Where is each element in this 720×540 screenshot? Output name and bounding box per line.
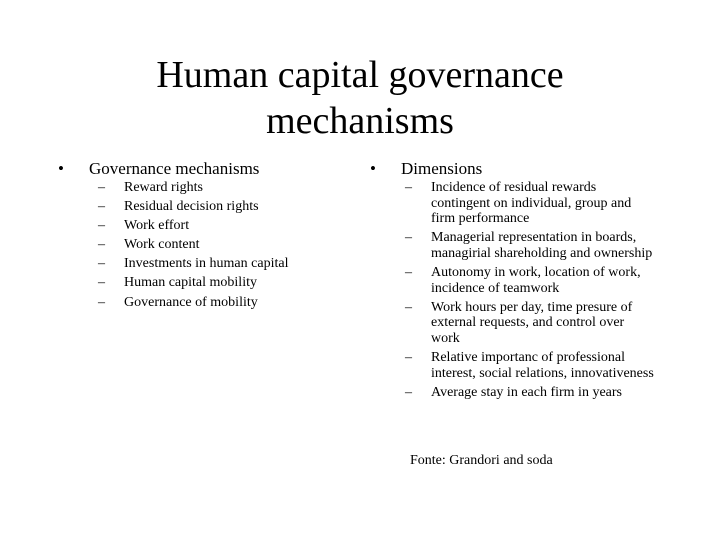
list-item-text: Managerial representation in boards, managirial shareholding and ownership	[431, 230, 653, 261]
list-item	[405, 300, 655, 347]
list-item-text: Work effort	[124, 218, 190, 234]
list-item-text: Incidence of residual rewards contingent on individual, group and firm performance	[431, 180, 632, 226]
list-item	[98, 256, 348, 272]
list-item	[405, 385, 655, 401]
dash-icon: –	[405, 350, 412, 366]
list-item	[98, 180, 348, 196]
dash-icon: –	[98, 294, 105, 310]
list-item	[98, 218, 348, 234]
dash-icon: –	[405, 384, 412, 400]
dash-icon: –	[98, 199, 105, 215]
list-item	[405, 265, 655, 296]
list-item-text: Autonomy in work, location of work, incidence of teamwork	[431, 265, 641, 296]
list-item-text: Residual decision rights	[124, 199, 259, 215]
governance-mechanisms-heading: Governance mechanisms	[89, 159, 260, 178]
bullet-dot-icon: •	[58, 159, 64, 178]
governance-mechanisms-list	[98, 180, 348, 314]
dash-icon: –	[405, 230, 412, 246]
bullet-dot-icon: •	[370, 159, 376, 178]
list-item-text: Average stay in each firm in years	[431, 384, 622, 400]
list-item	[98, 237, 348, 253]
dimensions-list	[405, 180, 655, 404]
list-item	[98, 295, 348, 311]
slide-title: Human capital governance mechanisms	[156, 54, 564, 142]
list-item-text: Relative importanc of professional interest, social relations, innovativeness	[431, 350, 654, 381]
dash-icon: –	[98, 218, 105, 234]
list-item-text: Reward rights	[124, 180, 203, 195]
list-item	[405, 230, 655, 261]
list-item-text: Human capital mobility	[124, 275, 257, 291]
dash-icon: –	[98, 180, 105, 195]
list-item-text: Investments in human capital	[124, 256, 289, 272]
dash-icon: –	[405, 180, 412, 195]
dash-icon: –	[98, 256, 105, 272]
dash-icon: –	[405, 299, 412, 315]
list-item-text: Work hours per day, time presure of external requests, and control over work	[431, 299, 633, 346]
dash-icon: –	[98, 237, 105, 253]
list-item-text: Work content	[124, 237, 200, 253]
dash-icon: –	[405, 265, 412, 281]
list-item	[98, 199, 348, 215]
list-item-text: Governance of mobility	[124, 294, 258, 310]
list-item	[405, 350, 655, 381]
list-item	[405, 180, 655, 227]
dimensions-heading: Dimensions	[401, 159, 483, 178]
list-item	[98, 275, 348, 291]
source-citation: Fonte: Grandori and soda	[410, 453, 553, 468]
dash-icon: –	[98, 275, 105, 291]
